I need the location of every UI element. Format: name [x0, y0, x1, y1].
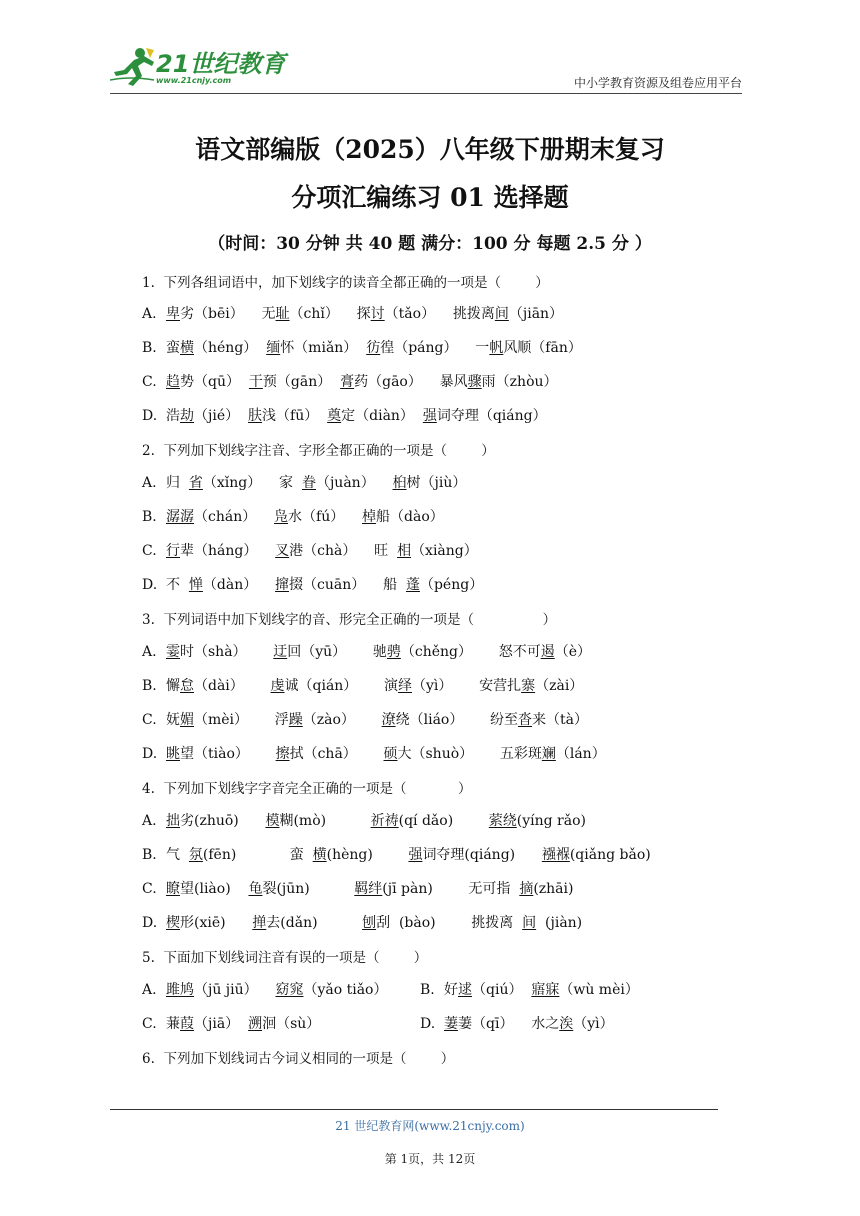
option-row: [420, 979, 639, 999]
option-label: C.: [142, 543, 157, 559]
underlined-text: 眷: [301, 475, 316, 491]
option-text: 懈: [166, 678, 180, 694]
option-text: 徨（páng） 一: [380, 340, 490, 356]
option-row: [420, 1013, 614, 1033]
underlined-text: 窈窕: [275, 982, 304, 998]
option-label: B.: [142, 340, 157, 356]
underlined-text: 惮: [188, 577, 203, 593]
question-stem: 5. 下面加下划线词注音有误的一项是（ ）: [142, 950, 428, 966]
option-text: （héng）: [194, 340, 267, 356]
underlined-text: 掸: [252, 915, 267, 931]
option-row: [142, 506, 444, 526]
underlined-text: 寨: [521, 678, 536, 694]
underlined-text: 迂: [273, 644, 288, 660]
option-text: （xiàng）: [411, 543, 478, 559]
option-row: [142, 675, 583, 695]
underlined-text: 省: [188, 475, 203, 491]
option-label: D.: [142, 746, 158, 762]
question-stem: 3. 下列词语中加下划线字的音、形完全正确的一项是（ ）: [142, 612, 557, 628]
underlined-text: 间: [494, 306, 509, 322]
option-text: （xǐng） 家: [202, 475, 302, 491]
option-row: [142, 540, 478, 560]
option-text: （tǎo） 挑拨离: [384, 306, 495, 322]
underlined-text: 骋: [386, 644, 401, 660]
option-text: (qiǎng bǎo): [569, 847, 651, 863]
option-row: [142, 641, 591, 661]
option-text: （yì） 安营扎: [412, 678, 522, 694]
underlined-text: 撺: [275, 577, 290, 593]
option-text: 洄（sù）: [262, 1016, 321, 1032]
option-text: （jiā）: [194, 1016, 249, 1032]
option-text: 定（diàn）: [341, 408, 423, 424]
option-row: [142, 303, 563, 323]
underlined-text: 瞭: [166, 881, 180, 897]
document-title: 语文部编版（2025）八年级下册期末复习: [195, 135, 665, 164]
option-text: (hèng): [326, 847, 409, 863]
underlined-text: 霎: [166, 644, 180, 660]
option-text: 劣(zhuō): [180, 813, 266, 829]
underlined-text: 羁绊: [354, 881, 383, 897]
option-row: [142, 844, 651, 864]
option-text: 树（jiù）: [406, 475, 467, 491]
underlined-text: 蓬: [405, 577, 420, 593]
option-text: 时（shà）: [180, 644, 274, 660]
underlined-text: 强: [408, 847, 423, 863]
underlined-text: 横: [312, 847, 327, 863]
option-text: （mèi） 浮: [194, 712, 289, 728]
option-label: A.: [142, 475, 157, 491]
option-label: B.: [142, 509, 157, 525]
option-text: （zài）: [535, 678, 584, 694]
option-text: （wù mèi）: [559, 982, 639, 998]
underlined-text: 遏: [540, 644, 555, 660]
option-text: 拭（chā）: [289, 746, 384, 762]
option-text: 港（chà） 旺: [289, 543, 398, 559]
option-text: 船（dào）: [376, 509, 444, 525]
option-text: 诚（qián） 演: [284, 678, 399, 694]
option-text: 不: [166, 577, 189, 593]
option-text: 去(dǎn): [266, 915, 363, 931]
underlined-text: 眺: [166, 746, 180, 762]
underlined-text: 凫: [274, 509, 289, 525]
underlined-text: 骤: [467, 374, 482, 390]
option-text: 风顺（fān）: [503, 340, 582, 356]
option-text: （zào）: [302, 712, 382, 728]
underlined-text: 桕: [392, 475, 407, 491]
underlined-text: 耻: [275, 306, 290, 322]
option-text: （qiú）: [472, 982, 532, 998]
question-stem: 6. 下列加下划线词古今词义相同的一项是（ ）: [142, 1051, 455, 1067]
underlined-text: 膏: [340, 374, 355, 390]
option-text: 绕（liáo） 纷至: [395, 712, 519, 728]
underlined-text: 刨: [362, 915, 377, 931]
underlined-text: 龟: [248, 881, 263, 897]
option-row: [142, 405, 547, 425]
option-text: （jié）: [194, 408, 249, 424]
option-row: [142, 371, 558, 391]
option-row: [142, 337, 582, 357]
underlined-text: 怠: [180, 678, 194, 694]
option-label: A.: [142, 644, 157, 660]
option-text: 劣（bēi） 无: [180, 306, 276, 322]
option-text: 大（shuò） 五彩斑: [397, 746, 542, 762]
option-label: D.: [142, 408, 158, 424]
option-label: C.: [142, 374, 157, 390]
option-row: [142, 574, 483, 594]
underlined-text: 硕: [383, 746, 398, 762]
option-text: 好: [444, 982, 458, 998]
underlined-text: 讨: [370, 306, 385, 322]
option-text: （yì）: [573, 1016, 614, 1032]
underlined-text: 强: [422, 408, 437, 424]
underlined-text: 斓: [541, 746, 556, 762]
option-text: 气: [166, 847, 189, 863]
exam-meta: （时间：30 分钟 共 40 题 满分：100 分 每题 2.5 分 ）: [208, 234, 652, 254]
option-label: A.: [142, 306, 157, 322]
option-text: 萋（qī） 水之: [458, 1016, 560, 1032]
option-text: 浩: [166, 408, 180, 424]
underlined-text: 躁: [288, 712, 303, 728]
underlined-text: 潦: [381, 712, 396, 728]
page-header: [0, 0, 860, 100]
underlined-text: 擦: [275, 746, 290, 762]
underlined-text: 逑: [458, 982, 472, 998]
underlined-text: 沓: [518, 712, 533, 728]
underlined-text: 萦绕: [488, 813, 517, 829]
underlined-text: 肤: [248, 408, 263, 424]
footer-site-link[interactable]: 21 世纪教育网(www.21cnjy.com): [335, 1119, 525, 1133]
underlined-text: 间: [522, 915, 537, 931]
option-label: C.: [142, 881, 157, 897]
underlined-text: 雎鸠: [166, 982, 194, 998]
running-figure-icon: [110, 46, 156, 86]
option-text: （è）: [554, 644, 592, 660]
underlined-text: 葭: [180, 1016, 194, 1032]
underlined-text: 奠: [327, 408, 342, 424]
option-text: （chěng） 怒不可: [400, 644, 541, 660]
option-text: 掇（cuān） 船: [289, 577, 406, 593]
option-label: D.: [142, 577, 158, 593]
option-text: （péng）: [419, 577, 484, 593]
option-text: 回（yū） 驰: [287, 644, 387, 660]
underlined-text: 寤寐: [531, 982, 560, 998]
logo-text: 21世纪教育: [156, 50, 286, 78]
page-number: 第 1页，共 12页: [384, 1152, 476, 1166]
footer-divider: [110, 1109, 718, 1110]
option-text: 预（gān）: [262, 374, 341, 390]
underlined-text: 萋: [444, 1016, 458, 1032]
underlined-text: 绎: [398, 678, 413, 694]
option-label: C.: [142, 712, 157, 728]
underlined-text: 缅: [266, 340, 281, 356]
option-text: 水（fú）: [288, 509, 363, 525]
underlined-text: 行: [166, 543, 180, 559]
option-text: （chǐ） 探: [289, 306, 371, 322]
question-stem: 1. 下列各组词语中，加下划线字的读音全都正确的一项是（ ）: [142, 275, 549, 291]
option-text: (yíng rǎo): [516, 813, 586, 829]
option-label: C.: [142, 1016, 157, 1032]
option-text: （dài）: [194, 678, 271, 694]
option-text: 怀（miǎn）: [280, 340, 367, 356]
option-text: （lán）: [555, 746, 606, 762]
option-row: [142, 810, 586, 830]
option-text: 蛮: [166, 340, 180, 356]
option-text: （dàn）: [202, 577, 276, 593]
option-text: 蒹: [166, 1016, 180, 1032]
underlined-text: 彷: [366, 340, 381, 356]
question-stem: 4. 下列加下划线字字音完全正确的一项是（ ）: [142, 781, 472, 797]
header-divider: [110, 93, 742, 94]
option-text: （yǎo tiǎo）: [303, 982, 388, 998]
option-row: [142, 1013, 320, 1033]
underlined-text: 叉: [275, 543, 290, 559]
option-text: 来（tà）: [532, 712, 589, 728]
option-text: 药（gāo） 暴风: [354, 374, 468, 390]
option-text: 望（tiào）: [180, 746, 276, 762]
underlined-text: 氛: [188, 847, 203, 863]
underlined-text: 帆: [489, 340, 504, 356]
option-text: 辈（háng）: [180, 543, 276, 559]
option-row: [142, 979, 387, 999]
option-row: [142, 472, 466, 492]
option-label: B.: [142, 847, 157, 863]
underlined-text: 棹: [362, 509, 377, 525]
option-text: 妩: [166, 712, 180, 728]
underlined-text: 虔: [270, 678, 285, 694]
underlined-text: 涘: [559, 1016, 574, 1032]
underlined-text: 摘: [519, 881, 534, 897]
option-text: (jiàn): [536, 915, 583, 931]
underlined-text: 横: [180, 340, 194, 356]
underlined-text: 相: [397, 543, 412, 559]
option-text: 裂(jūn): [262, 881, 355, 897]
option-text: 糊(mò): [279, 813, 371, 829]
underlined-text: 溯: [248, 1016, 263, 1032]
option-text: （jū jiū）: [194, 982, 276, 998]
option-text: (fēn) 蛮: [202, 847, 313, 863]
platform-label: 中小学教育资源及组卷应用平台: [573, 76, 742, 90]
option-row: [142, 912, 582, 932]
option-text: (jī pàn) 无可指: [382, 881, 520, 897]
option-text: 形(xiē): [180, 915, 253, 931]
underlined-text: 媚: [180, 712, 194, 728]
option-text: 望(liào): [180, 881, 249, 897]
underlined-text: 趋: [166, 374, 180, 390]
underlined-text: 劫: [180, 408, 194, 424]
option-text: （jiān）: [508, 306, 564, 322]
underlined-text: 襁褓: [541, 847, 570, 863]
option-text: 词夺理(qiáng): [422, 847, 542, 863]
option-text: （juàn）: [315, 475, 393, 491]
underlined-text: 干: [248, 374, 263, 390]
option-label: B.: [420, 982, 435, 998]
underlined-text: 卑: [166, 306, 180, 322]
option-text: 势（qū）: [180, 374, 249, 390]
underlined-text: 模: [265, 813, 280, 829]
question-stem: 2. 下列加下划线字注音、字形全都正确的一项是（ ）: [142, 443, 495, 459]
underlined-text: 楔: [166, 915, 180, 931]
option-row: [142, 709, 588, 729]
option-text: 刮 (bào) 挑拨离: [376, 915, 523, 931]
option-text: (zhāi): [533, 881, 574, 897]
option-text: 雨（zhòu）: [481, 374, 558, 390]
option-label: D.: [142, 915, 158, 931]
option-text: (qí dǎo): [398, 813, 489, 829]
option-label: A.: [142, 982, 157, 998]
underlined-text: 拙: [166, 813, 180, 829]
option-label: B.: [142, 678, 157, 694]
option-text: 浅（fū）: [262, 408, 328, 424]
logo-url: www.21cnjy.com: [156, 76, 232, 85]
option-text: 词夺理（qiáng）: [436, 408, 547, 424]
document-subtitle: 分项汇编练习 01 选择题: [291, 183, 569, 212]
option-text: 归: [166, 475, 189, 491]
option-row: [142, 878, 573, 898]
logo: [110, 40, 310, 95]
option-row: [142, 743, 606, 763]
underlined-text: 潺潺: [166, 509, 194, 525]
option-text: （chán）: [194, 509, 275, 525]
underlined-text: 祈祷: [370, 813, 399, 829]
option-label: A.: [142, 813, 157, 829]
option-label: D.: [420, 1016, 436, 1032]
